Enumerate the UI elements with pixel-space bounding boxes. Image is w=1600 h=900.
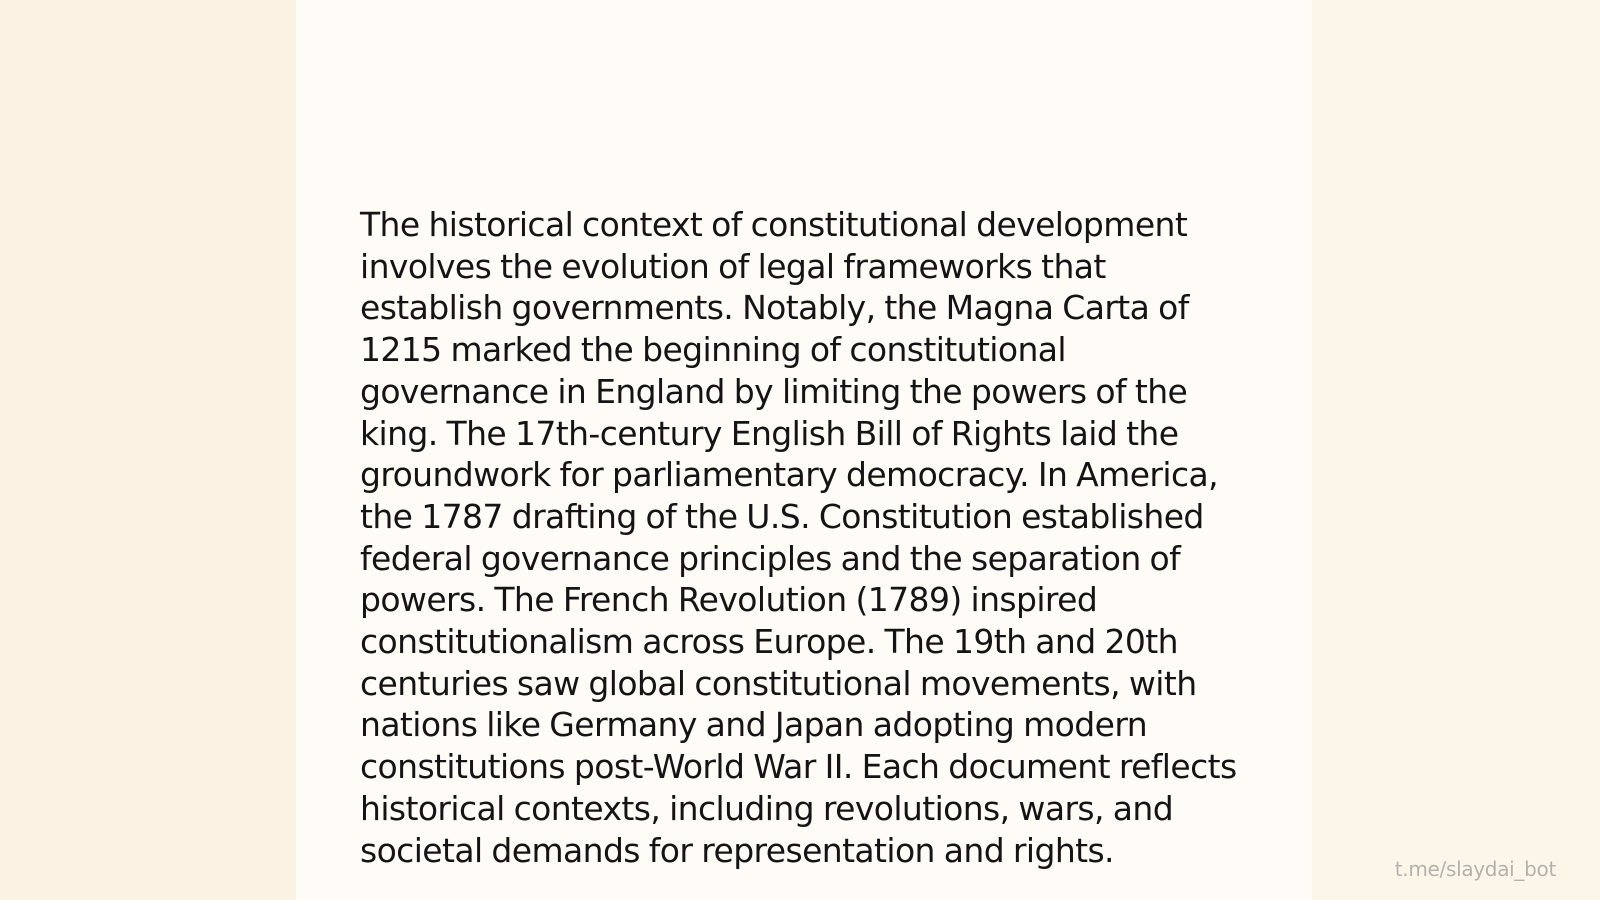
- document-page: [296, 0, 1312, 900]
- right-margin-background: [1312, 0, 1600, 900]
- left-margin-background: [0, 0, 296, 900]
- document-paragraph: The historical context of constitutional development involves the evolution of legal frameworks that establish governments. Notably, the Magna Carta of 1215 marked the beginning of constitutional governance in England by limiting the powers of the king. The 17th-century English Bill of Rights laid the groundwork for parliamentary democracy. In America, the 1787 drafting of the U.S. Constitution established federal governance principles and the separation of powers. The French Revolution (1789) inspired constitutionalism across Europe. The 19th and 20th centuries saw global constitutional movements, with nations like Germany and Japan adopting modern constitutions post-World War II. Each document reflects historical contexts, including revolutions, wars, and societal demands for representation and rights.: [360, 205, 1237, 870]
- watermark-text: t.me/slaydai_bot: [1394, 857, 1556, 881]
